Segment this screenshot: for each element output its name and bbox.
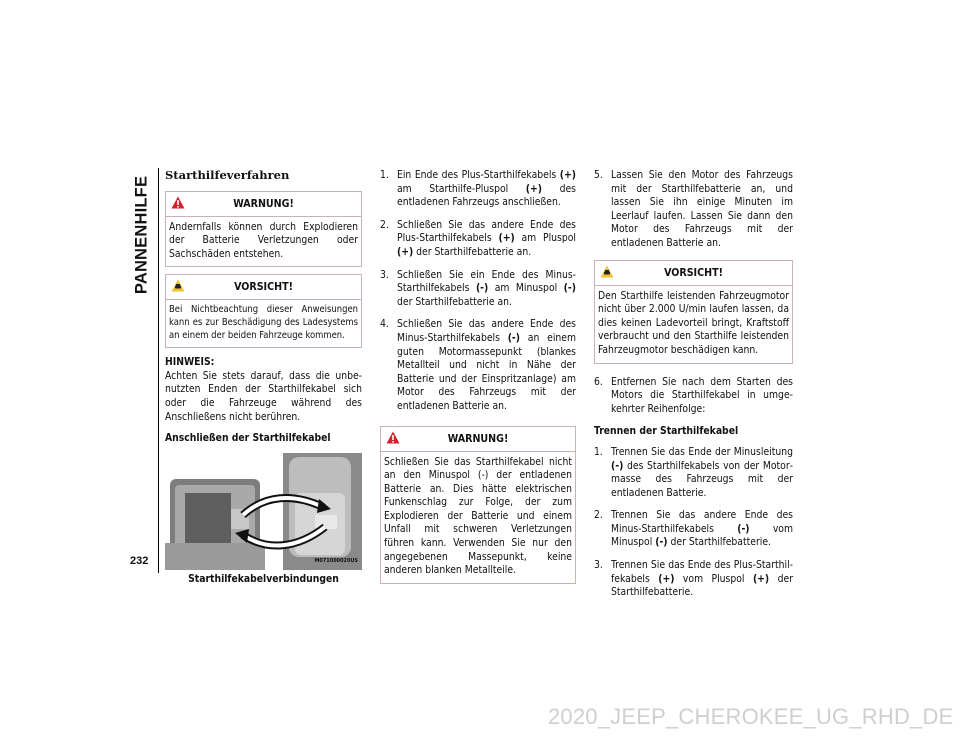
caution-box-1	[165, 274, 362, 348]
figure-caption: Starthilfekabelverbindungen	[188, 572, 339, 585]
list-item: 3. Schließen Sie ein Ende des Minus-Starthilfekabels (-) am Minuspol (-) der Starthilfebatterie an.	[380, 268, 576, 308]
jumper-cable-illustration	[165, 453, 362, 570]
disconnect-steps	[594, 446, 793, 600]
list-item: 2. Trennen Sie das andere Ende des Minus-Starthilfekabels (-) vom Minuspol (-) der Starthilfebatterie.	[594, 509, 793, 549]
figure-code: M071000020US	[314, 558, 358, 565]
warning-text: Andernfalls können durch Explodieren der Batterie Verletzungen oder Sachschäden entstehen.	[169, 220, 358, 260]
caution-box-header	[595, 261, 792, 286]
section-title: Starthilfeverfahren	[165, 168, 290, 182]
warning-box-header	[166, 192, 361, 217]
column-3	[594, 169, 793, 609]
caution-text: Den Starthilfe leistenden Fahrzeugmotor nicht über 2.000 U/min laufen lassen, da dies keinen Ladevorteil bringt, Kraftstoff verbraucht und den Starthilfe leistenden Fahrzeugmotor beschädigen kann.	[598, 289, 789, 356]
note-text: Achten Sie stets darauf, dass die unbenutzten Enden der Starthilfekabel sich oder die Fahrzeuge während des Anschließens nicht berühren.	[165, 369, 362, 423]
caution-title: VORSICHT!	[234, 281, 293, 294]
start-steps	[594, 169, 793, 251]
footer-watermark: 2020_JEEP_CHEROKEE_UG_RHD_DE	[548, 704, 954, 729]
connect-steps	[380, 169, 576, 414]
warning-box-1	[165, 191, 362, 268]
connect-heading: Anschließen der Starthilfekabel	[165, 432, 331, 445]
caution-text: Bei Nichtbeachtung dieser Anweisungen kann es zur Beschädigung des Ladesystems an einem der beiden Fahrzeuge kommen.	[169, 304, 358, 341]
warning-box-2	[380, 426, 576, 584]
disconnect-heading: Trennen der Starthilfekabel	[594, 425, 739, 438]
warning-triangle-icon	[171, 196, 185, 209]
caution-box-2	[594, 260, 793, 364]
warning-box-header	[381, 427, 575, 452]
chapter-title: PANNENHILFE	[132, 175, 151, 294]
margin-rule	[158, 168, 159, 573]
list-item: 4. Schließen Sie das andere Ende des Minus-Starthilfekabels (-) an einem guten Motormassepunkt (blankes Metallteil und nicht in Nähe der Batterie und der Einspritzanlage) am Motor des Fahrzeugs mit der entladenen Batterie an.	[380, 318, 576, 412]
column-1	[165, 169, 362, 586]
column-2	[380, 169, 576, 591]
caution-box-header	[166, 275, 361, 300]
list-item: 1. Ein Ende des Plus-Starthilfekabels (+) am Starthilfe-Pluspol (+) des entladenen Fahrzeugs anschließen.	[380, 169, 576, 209]
list-item: 1. Trennen Sie das Ende der Minusleitung (-) des Starthilfekabels von der Motormasse des Fahrzeugs mit der entladenen Batterie.	[594, 445, 793, 499]
warning-title: WARNUNG!	[233, 197, 294, 210]
page-number: 232	[130, 555, 149, 567]
list-item: 5. Lassen Sie den Motor des Fahrzeugs mit der Starthilfebatterie an, und lassen Sie ihn einige Minuten im Leerlauf laufen. Lassen Sie dann den Motor des Fahrzeugs mit der entladenen Batterie an.	[594, 169, 793, 249]
chapter-tab	[127, 172, 157, 297]
list-item: 6. Entfernen Sie nach dem Starten des Motors die Starthilfekabel in umgekehrter Reihenfolge:	[594, 375, 793, 415]
caution-title: VORSICHT!	[664, 266, 723, 279]
warning-triangle-icon	[386, 431, 400, 444]
note-label: HINWEIS:	[165, 356, 215, 369]
remove-steps	[594, 376, 793, 417]
caution-car-icon	[600, 265, 614, 278]
list-item: 2. Schließen Sie das andere Ende des Plus-Starthilfekabels (+) am Pluspol (+) der Starthilfebatterie an.	[380, 218, 576, 258]
list-item: 3. Trennen Sie das Ende des Plus-Starthilfekabels (+) vom Pluspol (+) der Starthilfebatterie.	[594, 559, 793, 599]
jumper-cable-figure	[165, 453, 362, 570]
warning-title: WARNUNG!	[447, 432, 509, 445]
caution-car-icon	[171, 279, 185, 292]
warning-text: Schließen Sie das Starthilfekabel nicht an den Minuspol (-) der entladenen Batterie an. Dies hätte elektrischen Funkenschlag zur Folge, der zum Explodieren der Batterie und einem Unfall mit schweren Verletzungen führen kann. Verwenden Sie nur den angegebenen Massepunkt, keine anderen blanken Metallteile.	[384, 455, 572, 577]
